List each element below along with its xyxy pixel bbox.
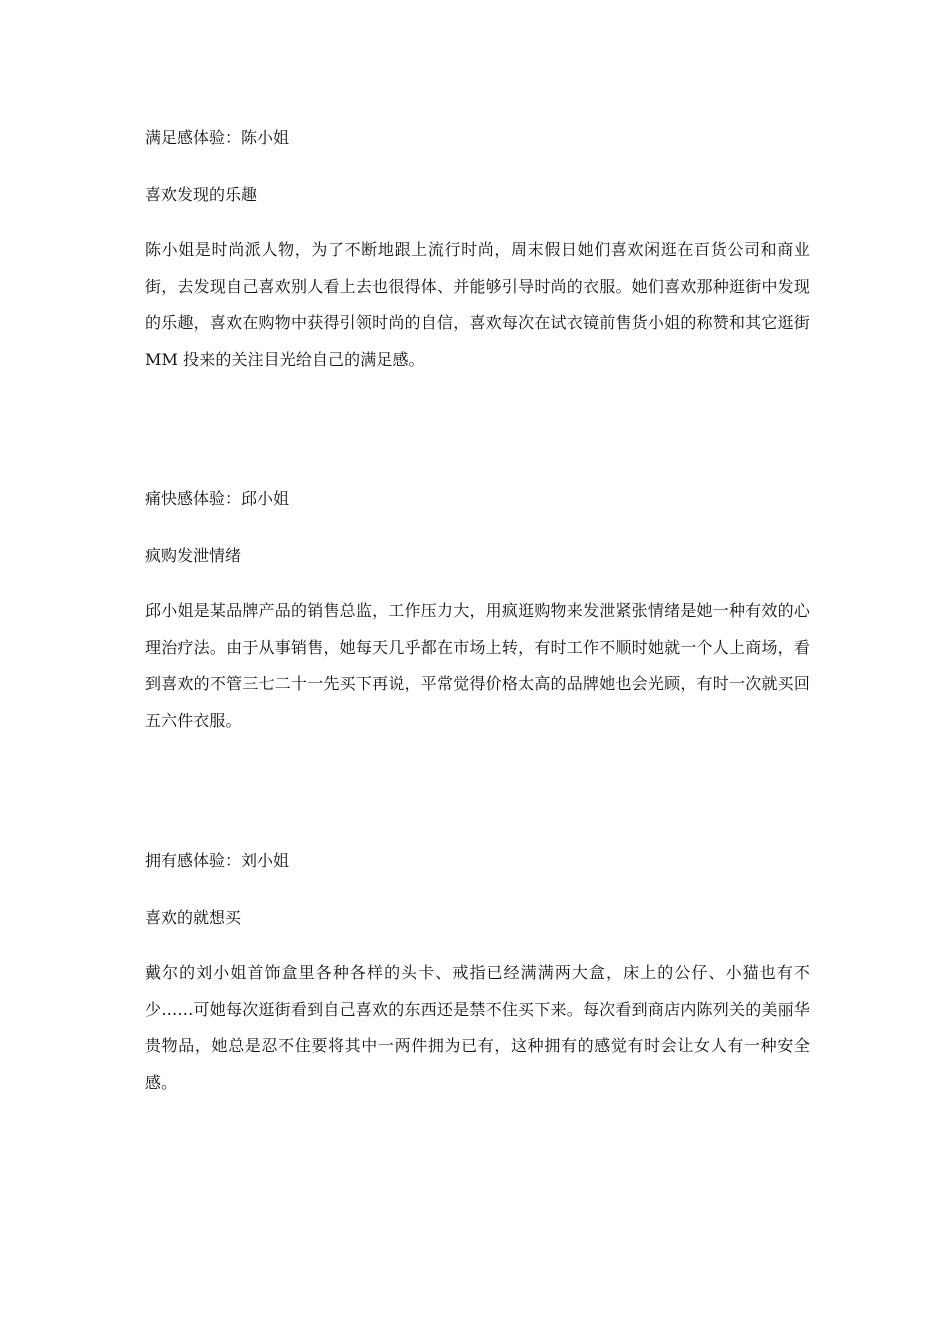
section-subheading: 喜欢的就想买	[145, 908, 242, 927]
section-subheading: 喜欢发现的乐趣	[145, 185, 258, 204]
section-body: 戴尔的刘小姐首饰盒里各种各样的头卡、戒指已经满满两大盒，床上的公仔、小猫也有不少……可她每次逛街看到自己喜欢的东西还是禁不住买下来。每次看到商店内陈列关的美丽华贵物品，她总是忍不住要将其中一两件拥为已有，这种拥有的感觉有时会让女人有一种安全感。	[145, 963, 810, 1092]
section-subheading: 疯购发泄情绪	[145, 546, 242, 565]
section-release	[145, 489, 810, 739]
section-ownership	[145, 851, 810, 1101]
section-heading: 满足感体验：陈小姐	[145, 128, 290, 147]
section-heading: 拥有感体验：刘小姐	[145, 851, 290, 870]
section-satisfaction	[145, 128, 810, 378]
section-body: 邱小姐是某品牌产品的销售总监，工作压力大，用疯逛购物来发泄紧张情绪是她一种有效的心理治疗法。由于从事销售，她每天几乎都在市场上转，有时工作不顺时她就一个人上商场，看到喜欢的不管三七二十一先买下再说，平常觉得价格太高的品牌她也会光顾，有时一次就买回五六件衣服。	[145, 601, 810, 730]
section-body: 陈小姐是时尚派人物，为了不断地跟上流行时尚，周末假日她们喜欢闲逛在百货公司和商业街，去发现自己喜欢别人看上去也很得体、并能够引导时尚的衣服。她们喜欢那种逛街中发现的乐趣，喜欢在购物中获得引领时尚的自信，喜欢每次在试衣镜前售货小姐的称赞和其它逛街 MM 投来的关注目光给自己的满足感。	[145, 240, 810, 369]
section-heading: 痛快感体验：邱小姐	[145, 489, 290, 508]
